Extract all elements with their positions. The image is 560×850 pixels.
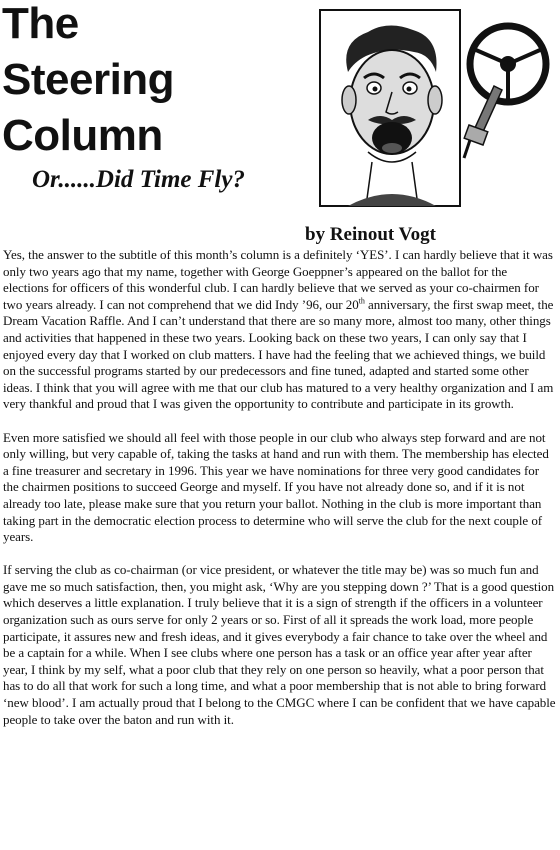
paragraph-2: Even more satisfied we should all feel with those people in our club who always step forward and are not only willing, but very capable of, taking the tasks at hand and run with them. The membership has elected a fine treasurer and secretary in 1996. This year we have nominations for three very good candidates for the chairmen positions to succeed George and myself. If you have not already done so, and if it is not already too late, please make sure that you return your ballot. Nothing in the club is more important than taking part in the democratic election process to determine who will serve the club for the next couple of years. (3, 429, 549, 545)
paragraph-1: Yes, the answer to the subtitle of this month’s column is a definitely ‘YES’. I can hardly believe that it was only two years ago that my name, together with George Goeppner’s appeared on the ballot for the elections for officers of this wonderful club. I can hardly believe that we served as your co-chairmen for two years already. I can not comprehend that we did Indy ’96, our 20th anniversary, the first swap meet, the Dream Vacation Raffle. And I can’t understand that there are so many more, almost too many, other things and activities that happened in these two years. Looking back on these two years, I can only say that I enjoyed every day that I worked on club matters. I have had the feeling that we achieved things, we build on the successful programs started by our predecessors and fine tuned, adapted and started some other ideas. I think that you will agree with me that our club has matured to a very healthy organization and I am very thankful and proud that I was given the opportunity to contribute and participate in its growth. (3, 247, 554, 412)
author-byline: by Reinout Vogt (305, 224, 436, 245)
title-line-column: Column (2, 111, 163, 160)
article-body (3, 247, 556, 745)
column-title (2, 0, 174, 164)
paragraph-3: If serving the club as co-chairman (or vice president, or whatever the title may be) was so much fun and gave me so much satisfaction, then, you might ask, ‘Why are you stepping down ?’ That is a good question which deserves a little explanation. I truly believe that it is a sign of strength if the officers in a volunteer organization such as ours serve for only 2 years or so. First of all it spreads the work load, more people participate, it assures new and fresh ideas, and it gives everybody a fair chance to take over the wheel and be a captain for a while. When I see clubs where one person has a task or an office year after year after year, I think by my self, what a poor club that they rely on one person so heavily, what a poor person that has to do all that work for such a long time, and what a poor membership that is not able to bring forward ‘new blood’. I am actually proud that I belong to the CMGC where I can be confident that we have capable people to take over the baton and run with it. (3, 562, 556, 727)
title-line-the: The (2, 0, 79, 48)
column-subtitle: Or......Did Time Fly? (32, 166, 245, 193)
caricature-with-steering-wheel-icon (318, 2, 554, 208)
title-line-steering: Steering (2, 55, 175, 104)
